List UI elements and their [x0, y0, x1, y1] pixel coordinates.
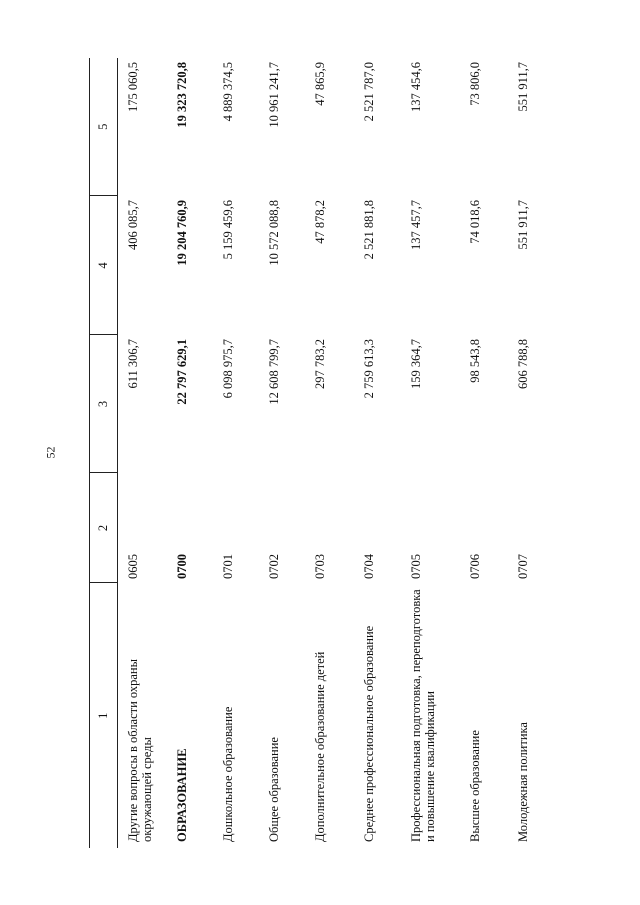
table-row	[401, 58, 460, 848]
table-row	[167, 58, 213, 848]
table-row	[259, 58, 305, 848]
page-number: 52	[43, 446, 58, 459]
row-name-cell: Молодежная политика	[515, 722, 530, 842]
row-name-cell: ОБРАЗОВАНИЕ	[174, 748, 189, 842]
row-value-col3: 606 788,8	[515, 339, 530, 389]
row-value-col4: 2 521 881,8	[361, 200, 376, 260]
row-value-col5: 73 806,0	[467, 62, 482, 106]
row-name-cell: Профессиональная подготовка, переподготовка и повышение квалификации	[408, 589, 437, 842]
header-col-3: 3	[90, 335, 118, 473]
row-value-col5: 551 911,7	[515, 62, 530, 112]
table-header-row	[90, 58, 118, 848]
row-code-cell: 0704	[361, 554, 376, 579]
row-code-cell: 0700	[174, 554, 189, 579]
row-name-cell: Среднее профессиональное образование	[361, 625, 376, 842]
budget-table-rotated	[89, 58, 564, 848]
row-value-col5: 175 060,5	[126, 62, 140, 112]
header-col-4: 4	[90, 196, 118, 335]
row-value-col5: 137 454,6	[408, 62, 423, 112]
row-name-cell: Высшее образование	[467, 730, 482, 842]
row-name-cell: Другие вопросы в области охраны окружающей среды	[126, 658, 155, 842]
row-code-cell: 0705	[408, 554, 423, 579]
row-value-col5: 47 865,9	[312, 62, 327, 106]
row-name-cell: Дошкольное образование	[220, 706, 235, 842]
row-value-col4: 47 878,2	[312, 200, 327, 244]
row-value-col3: 297 783,2	[312, 339, 327, 389]
row-value-col4: 137 457,7	[408, 200, 423, 250]
row-value-col3: 12 608 799,7	[266, 339, 281, 405]
row-value-col5: 2 521 787,0	[361, 62, 376, 122]
table-row	[118, 58, 167, 848]
table-row	[213, 58, 259, 848]
row-value-col3: 22 797 629,1	[174, 339, 189, 405]
row-value-col4: 406 085,7	[126, 200, 140, 250]
row-name-cell: Дополнительное образование детей	[312, 651, 327, 842]
row-code-cell: 0703	[312, 554, 327, 579]
row-code-cell: 0701	[220, 554, 235, 579]
table-row	[508, 58, 554, 848]
budget-table-wrapper	[89, 58, 564, 848]
header-col-1: 1	[90, 583, 118, 848]
row-value-col3: 98 543,8	[467, 339, 482, 383]
row-value-col5: 10 961 241,7	[266, 62, 281, 128]
row-value-col3: 159 364,7	[408, 339, 423, 389]
row-value-col3: 6 098 975,7	[220, 339, 235, 399]
row-name-cell: Общее образование	[266, 737, 281, 842]
row-value-col5: 19 323 720,8	[174, 62, 189, 128]
row-value-col4: 5 159 459,6	[220, 200, 235, 260]
row-code-cell: 0605	[126, 554, 140, 579]
header-col-5: 5	[90, 58, 118, 196]
table-row	[460, 58, 508, 848]
row-value-col5: 4 889 374,5	[220, 62, 235, 122]
table-row	[305, 58, 354, 848]
row-value-col3: 611 306,7	[126, 339, 140, 389]
row-value-col4: 551 911,7	[515, 200, 530, 250]
budget-table	[89, 58, 554, 848]
row-value-col3: 2 759 613,3	[361, 339, 376, 399]
row-value-col4: 10 572 088,8	[266, 200, 281, 266]
row-code-cell: 0707	[515, 554, 530, 579]
row-code-cell: 0702	[266, 554, 281, 579]
table-row	[354, 58, 401, 848]
header-col-2: 2	[90, 473, 118, 583]
row-value-col4: 74 018,6	[467, 200, 482, 244]
row-code-cell: 0706	[467, 554, 482, 579]
row-value-col4: 19 204 760,9	[174, 200, 189, 266]
